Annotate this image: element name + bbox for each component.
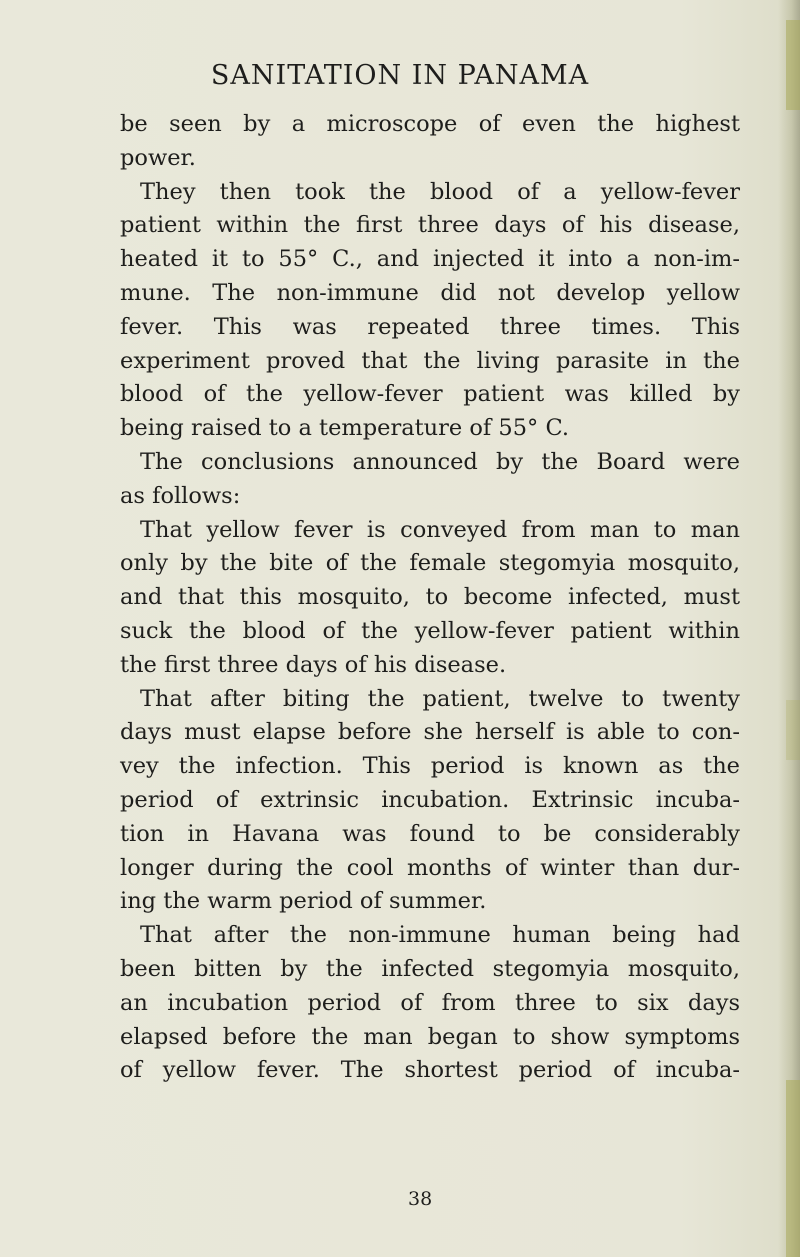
text-line: That yellow fever is conveyed from man to man — [140, 516, 740, 543]
text-line: as follows: — [120, 482, 241, 509]
text-line: That after biting the patient, twelve to twenty — [140, 685, 740, 712]
page-number: 38 — [408, 1188, 433, 1210]
text-line: period of extrinsic incubation. Extrinsic incuba- — [120, 786, 740, 813]
text-line: and that this mosquito, to become infected, must — [120, 584, 740, 611]
text-line: experiment proved that the living parasite in the — [120, 347, 740, 374]
text-line: power. — [120, 144, 196, 171]
text-line: the first three days of his disease. — [120, 651, 507, 678]
text-line: an incubation period of from three to six days — [120, 989, 740, 1016]
text-line: heated it to 55° C., and injected it into a non-im- — [120, 246, 740, 273]
page-edge-shadow — [778, 0, 800, 1257]
body-text — [120, 108, 740, 1088]
running-head: SANITATION IN PANAMA — [210, 60, 590, 91]
text-line: tion in Havana was found to be considerably — [120, 820, 740, 847]
text-line: The conclusions announced by the Board were — [140, 448, 740, 475]
text-line: ing the warm period of summer. — [120, 888, 487, 915]
text-line: They then took the blood of a yellow-fever — [140, 178, 740, 205]
text-line: suck the blood of the yellow-fever patient within — [120, 617, 740, 644]
page-edge-stain — [786, 700, 800, 760]
page-edge-stain — [786, 1080, 800, 1257]
text-line: only by the bite of the female stegomyia mosquito, — [120, 550, 740, 577]
text-line: elapsed before the man began to show symptoms — [120, 1023, 740, 1050]
text-line: mune. The non-immune did not develop yellow — [120, 279, 740, 306]
text-line: be seen by a microscope of even the highest — [120, 111, 740, 137]
text-line: blood of the yellow-fever patient was killed by — [120, 381, 740, 408]
text-line: days must elapse before she herself is able to con- — [120, 719, 740, 746]
text-line: vey the infection. This period is known as the — [120, 753, 740, 780]
text-line: being raised to a temperature of 55° C. — [120, 415, 570, 442]
text-line: patient within the first three days of his disease, — [120, 212, 740, 239]
text-line: fever. This was repeated three times. This — [120, 313, 740, 340]
text-line: longer during the cool months of winter than dur- — [120, 854, 740, 881]
text-line: of yellow fever. The shortest period of incuba- — [120, 1057, 740, 1084]
text-line: That after the non-immune human being had — [140, 922, 740, 949]
text-line: been bitten by the infected stegomyia mosquito, — [120, 955, 740, 982]
